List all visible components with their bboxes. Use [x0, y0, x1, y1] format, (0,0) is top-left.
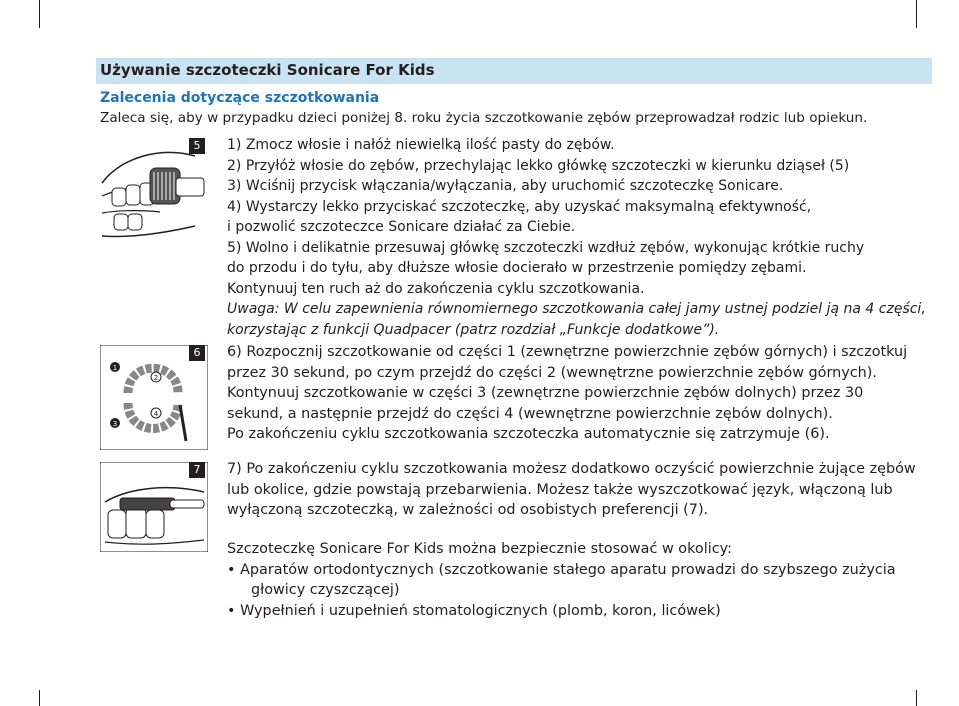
step-5-line-1: 5) Wolno i delikatnie przesuwaj główkę szczoteczki wzdłuż zębów, wykonując krótkie ruchy — [227, 239, 865, 256]
step-4-line-1: 4) Wystarczy lekko przyciskać szczoteczkę, aby uzyskać maksymalną efektywność, — [227, 198, 812, 215]
crop-mark-right-top — [916, 0, 917, 28]
step-5-line-3: Kontynuuj ten ruch aż do zakończenia cyklu szczotkowania. — [227, 280, 645, 297]
figure-number-7: 7 — [189, 462, 205, 478]
step-1: 1) Zmocz włosie i nałóż niewielką ilość pasty do zębów. — [227, 137, 615, 153]
step-7-line-1: 7) Po zakończeniu cyklu szczotkowania możesz dodatkowo oczyścić powierzchnie żujące zębów — [227, 461, 916, 477]
page-title: Używanie szczoteczki Sonicare For Kids — [100, 61, 435, 79]
list-item — [227, 560, 917, 601]
crop-mark-left-top — [39, 0, 40, 28]
brushing-teeth-illustration — [100, 138, 208, 248]
list-item — [227, 601, 917, 622]
steps-1-to-5 — [227, 135, 926, 340]
step-7 — [227, 459, 917, 521]
step-6-line-1: 6) Rozpocznij szczotkowanie od części 1 (zewnętrzne powierzchnie zębów górnych) i szczotkuj — [227, 344, 908, 360]
step-6-line-3: Kontynuuj szczotkowanie w części 3 (zewnętrzne powierzchnie zębów dolnych) przez 30 — [227, 385, 864, 401]
step-6 — [227, 342, 917, 445]
step-5-line-2: do przodu i do tyłu, aby dłuższe włosie docierało w przestrzenie pomiędzy zębami. — [227, 260, 807, 276]
list-item-line-1: • Wypełnień i uzupełnień stomatologicznych (plomb, koron, licówek) — [227, 602, 721, 619]
step-6-line-2: przez 30 sekund, po czym przejdź do części 2 (wewnętrzne powierzchnie zębów górnych). — [227, 364, 877, 381]
list-item-line-2: głowicy czyszczącej) — [251, 582, 400, 598]
figure-5 — [100, 138, 208, 248]
safe-use-intro: Szczoteczkę Sonicare For Kids można bezpiecznie stosować w okolicy: — [227, 541, 732, 557]
safe-use-section — [227, 539, 917, 621]
quadrant-label-3: 3 — [112, 420, 118, 428]
safe-use-list — [227, 560, 917, 622]
quadrant-label-1: 1 — [112, 364, 118, 372]
quadrant-label-2: 2 — [153, 374, 159, 382]
step-2: 2) Przyłóż włosie do zębów, przechylając lekko główkę szczoteczki w kierunku dziąseł (5) — [227, 157, 850, 174]
step-3: 3) Wciśnij przycisk włączania/wyłączania, aby uruchomić szczoteczkę Sonicare. — [227, 178, 784, 194]
list-item-line-1: • Aparatów ortodontycznych (szczotkowanie stałego aparatu prowadzi do szybszego zużycia — [227, 561, 896, 578]
figure-number-6: 6 — [189, 345, 205, 361]
step-6-line-5: Po zakończeniu cyklu szczotkowania szczoteczka automatycznie się zatrzymuje (6). — [227, 426, 830, 442]
step-7-line-2: lub okolice, gdzie powstają przebarwienia. Możesz także wyszczotkować język, włączoną lub — [227, 481, 893, 498]
section-title: Zalecenia dotyczące szczotkowania — [100, 90, 380, 106]
crop-mark-right-bottom — [916, 690, 917, 706]
figure-number-5: 5 — [189, 138, 205, 154]
quadrant-label-4: 4 — [153, 410, 159, 418]
note-line-1: Uwaga: W celu zapewnienia równomiernego szczotkowania całej jamy ustnej podziel ją na 4 części, — [227, 301, 926, 317]
intro-text: Zaleca się, aby w przypadku dzieci poniżej 8. roku życia szczotkowanie zębów przeprowadzał rodzic lub opiekun. — [100, 110, 868, 126]
step-4-line-2: i pozwolić szczoteczce Sonicare działać za Ciebie. — [227, 219, 576, 235]
step-7-line-3: wyłączoną szczoteczką, w zależności od osobistych preferencji (7). — [227, 502, 709, 518]
crop-mark-left-bottom — [39, 690, 40, 706]
note-line-2: korzystając z funkcji Quadpacer (patrz rozdział „Funkcje dodatkowe”). — [227, 321, 720, 338]
step-6-line-4: sekund, a następnie przejdź do części 4 (wewnętrzne powierzchnie zębów dolnych). — [227, 405, 833, 422]
